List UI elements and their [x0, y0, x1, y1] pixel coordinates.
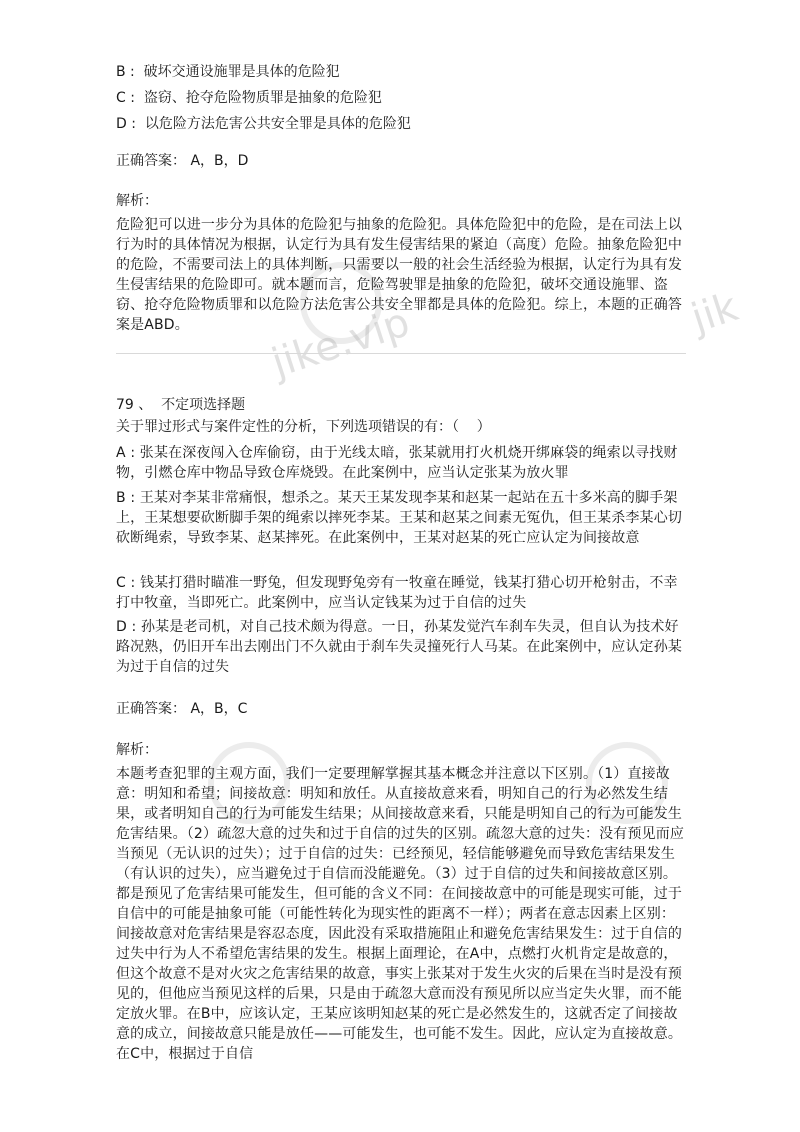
analysis-label: 解析：	[116, 742, 158, 758]
correct-answer: 正确答案： A，B，D	[116, 153, 249, 169]
option-a: A : 张某在深夜闯入仓库偷窃，由于光线太暗，张某就用打火机烧开绑麻袋的绳索以寻找财物，引燃仓库中物品导致仓库烧毁。在此案例中，应当认定张某为放火罪	[116, 445, 678, 481]
option-d: D : 以危险方法危害公共安全罪是具体的危险犯	[116, 116, 411, 132]
option-c: C : 钱某打猎时瞄准一野兔，但发现野兔旁有一牧童在睡觉，钱某打猎心切开枪射击，不幸打中牧童，当即死亡。此案例中，应当认定钱某为过于自信的过失	[116, 575, 678, 611]
option-b: B : 王某对李某非常痛恨，想杀之。某天王某发现李某和赵某一起站在五十多米高的脚手架上，王某想要砍断脚手架的绳索以摔死李某。王某和赵某之间素无冤仇，但王某杀李某心切砍断绳索，导致李某、赵某摔死。在此案例中，王某对赵某的死亡应认定为间接故意	[116, 490, 682, 546]
watermark-text: jike.vip	[266, 299, 416, 387]
divider	[116, 353, 686, 354]
option-d: D : 孙某是老司机，对自己技术颇为得意。一日，孙某发觉汽车刹车失灵，但自认为技术好路况熟，仍旧开车出去刚出门不久就由于刹车失灵撞死行人马某。在此案例中，应认定孙某为过于自信的过失	[116, 619, 682, 675]
correct-answer: 正确答案： A，B，C	[116, 701, 248, 717]
analysis-text: 危险犯可以进一步分为具体的危险犯与抽象的危险犯。具体危险犯中的危险，是在司法上以行为时的具体情况为根据，认定行为具有发生侵害结果的紧迫（高度）危险。抽象危险犯中的危险，不需要司法上的具体判断，只需要以一般的社会生活经验为根据，认定行为具有发生侵害结果的危险即可。就本题而言，危险驾驶罪是抽象的危险犯，破坏交通设施罪、盗窃、抢夺危险物质罪和以危险方法危害公共安全罪都是具体的危险犯。综上，本题的正确答案是ABD。	[116, 217, 682, 333]
question-text: 关于罪过形式与案件定性的分析，下列选项错误的有：（ ）	[116, 419, 491, 435]
option-b: B : 破坏交通设施罪是具体的危险犯	[116, 64, 340, 80]
watermark-text: jik	[686, 284, 744, 342]
analysis-label: 解析：	[116, 193, 158, 209]
option-c: C : 盗窃、抢夺危险物质罪是抽象的危险犯	[116, 90, 382, 106]
question-number: 79 、 不定项选择题	[116, 397, 246, 413]
analysis-text: 本题考查犯罪的主观方面，我们一定要理解掌握其基本概念并注意以下区别。（1）直接故意：明知和希望；间接故意：明知和放任。从直接故意来看，明知自己的行为必然发生结果，或者明知自己的行为可能发生结果；从间接故意来看，只能是明知自己的行为可能发生危害结果。（2）疏忽大意的过失和过于自信的过失的区别。疏忽大意的过失：没有预见而应当预见（无认识的过失）；过于自信的过失：已经预见，轻信能够避免而导致危害结果发生（有认识的过失），应当避免过于自信而没能避免。（3）过于自信的过失和间接故意区别。都是预见了危害结果可能发生，但可能的含义不同：在间接故意中的可能是现实可能，过于自信中的可能是抽象可能（可能性转化为现实性的距离不一样）；两者在意志因素上区别：间接故意对危害结果是容忍态度，因此没有采取措施阻止和避免危害结果发生：过于自信的过失中行为人不希望危害结果的发生。根据上面理论，在A中，点燃打火机肯定是故意的，但这个故意不是对火灾之危害结果的故意，事实上张某对于发生火灾的后果在当时是没有预见的，但他应当预见这样的后果，只是由于疏忽大意而没有预见所以应当定失火罪，而不能定放火罪。在B中，应该认定，王某应该明知赵某的死亡是必然发生的，这就否定了间接故意的成立，间接故意只能是放任——可能发生，也可能不发生。因此，应认定为直接故意。在C中，根据过于自信	[116, 766, 685, 1062]
